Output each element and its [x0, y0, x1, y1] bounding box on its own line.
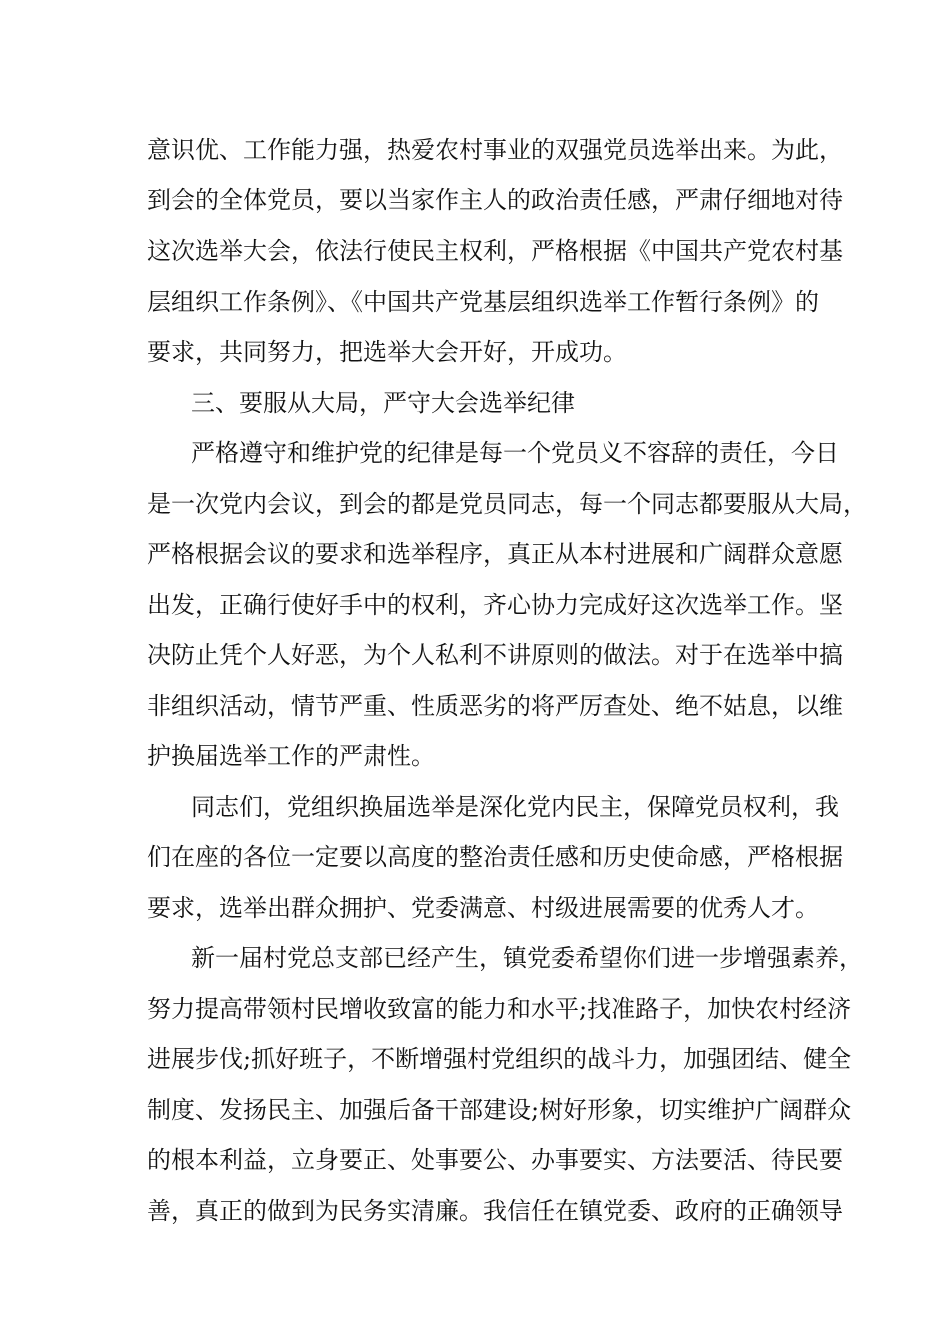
section-heading: 三、要服从大局，严守大会选举纪律	[191, 389, 575, 417]
text-line: 这次选举大会，依法行使民主权利，严格根据《中国共产党农村基	[147, 237, 843, 265]
paragraph-start-line: 严格遵守和维护党的纪律是每一个党员义不容辞的责任，今日	[191, 439, 839, 467]
text-line: 努力提高带领村民增收致富的能力和水平;找准路子，加快农村经济	[147, 995, 852, 1023]
text-line: 要求，共同努力，把选举大会开好，开成功。	[147, 338, 627, 366]
text-line: 的根本利益，立身要正、处事要公、办事要实、方法要活、待民要	[147, 1146, 843, 1174]
text-line: 意识优、工作能力强，热爱农村事业的双强党员选举出来。为此，	[147, 136, 843, 164]
text-line: 层组织工作条例》、《中国共产党基层组织选举工作暂行条例》的	[147, 288, 819, 316]
text-line: 进展步伐;抓好班子，不断增强村党组织的战斗力，加强团结、健全	[147, 1045, 852, 1073]
text-line: 出发，正确行使好手中的权利，齐心协力完成好这次选举工作。坚	[147, 591, 843, 619]
text-line: 是一次党内会议，到会的都是党员同志，每一个同志都要服从大局，	[147, 490, 867, 518]
text-line: 制度、发扬民主、加强后备干部建设;树好形象，切实维护广阔群众	[147, 1096, 852, 1124]
text-line: 到会的全体党员，要以当家作主人的政治责任感，严肃仔细地对待	[147, 186, 843, 214]
paragraph-start-line: 同志们，党组织换届选举是深化党内民主，保障党员权利，我	[191, 793, 839, 821]
text-line: 们在座的各位一定要以高度的整治责任感和历史使命感，严格根据	[147, 843, 843, 871]
text-line: 护换届选举工作的严肃性。	[147, 742, 435, 770]
text-line: 严格根据会议的要求和选举程序，真正从本村进展和广阔群众意愿	[147, 540, 843, 568]
text-line: 要求，选举出群众拥护、党委满意、村级进展需要的优秀人才。	[147, 894, 819, 922]
text-line: 善，真正的做到为民务实清廉。我信任在镇党委、政府的正确领导	[147, 1197, 843, 1225]
text-line: 决防止凭个人好恶，为个人私利不讲原则的做法。对于在选举中搞	[147, 641, 843, 669]
paragraph-start-line: 新一届村党总支部已经产生，镇党委希望你们进一步增强素养，	[191, 944, 863, 972]
text-line: 非组织活动，情节严重、性质恶劣的将严厉查处、绝不姑息，以维	[147, 692, 843, 720]
